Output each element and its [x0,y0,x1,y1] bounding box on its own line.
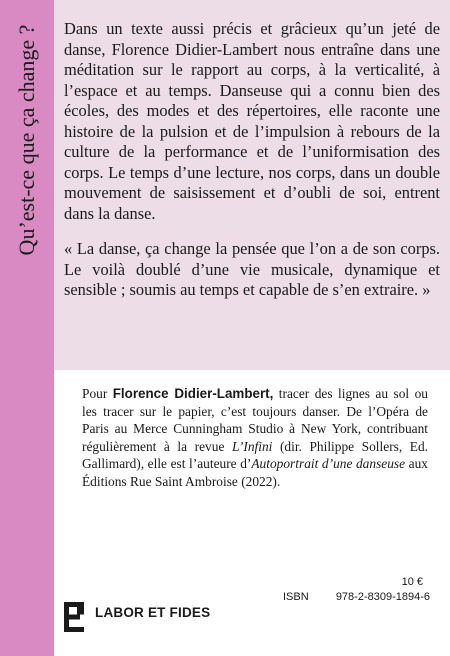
price: 10 € [401,576,423,588]
bio-text: Pour [82,386,113,401]
vertical-title: Qu’est-ce que ça change ? [14,24,39,256]
bio-text: tracer des lignes au sol ou les tracer sur le papier, c’est toujours danser. De l’Opéra de Paris au Merce Cunningham Studio à New York, contribuant régulièrement à la revue [82,386,428,454]
side-color-band [0,0,54,656]
author-bio [82,385,428,491]
bio-text: (dir. Philippe Sollers, Ed. Gallimard), elle est l’auteure d’ [82,438,428,472]
publisher-logo-icon [64,602,84,632]
book-title: Autoportrait d’une danseuse [251,456,406,472]
journal-title: L’Infini [231,438,273,454]
publisher-name: LABOR ET FIDES [95,605,211,620]
blurb-quote: « La danse, ça change la pensée que l’on a de son corps. Le voilà doublé d’une vie musicale, dynamique et sensible ; soumis au temps et capable de s’en extraire. » [64,239,440,299]
isbn-number: 978-2-8309-1894-6 [335,591,430,603]
bio-text: aux Éditions Rue Saint Ambroise (2022). [82,456,428,489]
author-name: Florence Didier-Lambert, [112,386,274,401]
blurb-paragraph: Dans un texte aussi précis et grâcieux qu’un jeté de danse, Florence Didier-Lambert nous entraîne dans une méditation sur le rapport au corps, à la verticalité, à l’espace et au temps. Danseuse qui a connu bien des écoles, des modes et des répertoires, elle raconte une histoire de la pulsion et de l’impulsion à rebours de la culture de la performance et de l’uniformisation des corps. Le temps d’une lecture, nos corps, dans un double mouvement de saisissement et d’oubli de soi, entrent dans la danse. [64,19,440,223]
isbn-label: ISBN [283,591,309,603]
